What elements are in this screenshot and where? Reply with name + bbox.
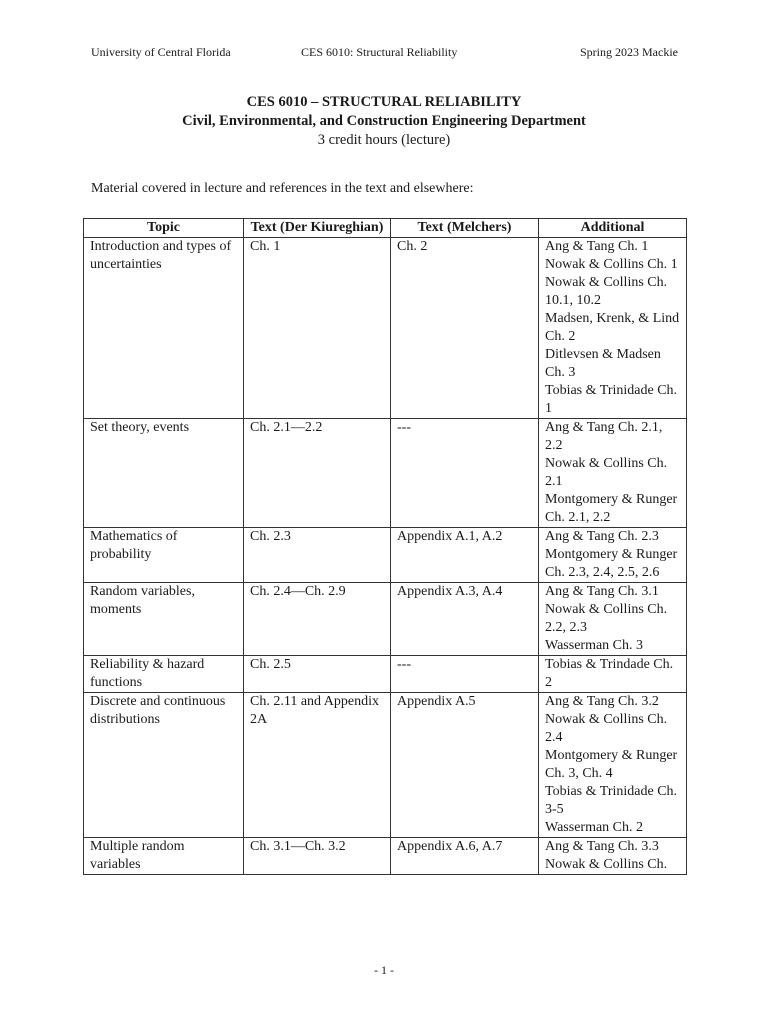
melchers-cell: --- — [391, 656, 539, 693]
header-course: CES 6010: Structural Reliability — [301, 45, 458, 59]
topic-cell: Set theory, events — [84, 419, 244, 528]
table-row — [84, 528, 687, 583]
topic-cell: Mathematics of probability — [84, 528, 244, 583]
additional-cell — [539, 656, 687, 693]
intro-text: Material covered in lecture and references in the text and elsewhere: — [91, 181, 474, 196]
der-kiureghian-cell: Ch. 2.4—Ch. 2.9 — [244, 583, 391, 656]
der-kiureghian-cell: Ch. 2.5 — [244, 656, 391, 693]
material-table — [83, 218, 687, 875]
additional-cell — [539, 238, 687, 419]
table-row — [84, 838, 687, 875]
additional-reference: Wasserman Ch. 3 — [545, 638, 644, 653]
melchers-cell: Appendix A.6, A.7 — [391, 838, 539, 875]
additional-cell — [539, 583, 687, 656]
additional-reference: Wasserman Ch. 2 — [545, 820, 644, 835]
table-row — [84, 419, 687, 528]
table-header-row — [84, 219, 687, 238]
melchers-cell: Appendix A.3, A.4 — [391, 583, 539, 656]
additional-cell — [539, 838, 687, 875]
additional-reference: Ditlevsen & Madsen Ch. 3 — [545, 347, 661, 380]
melchers-cell: Appendix A.1, A.2 — [391, 528, 539, 583]
der-kiureghian-cell: Ch. 1 — [244, 238, 391, 419]
department-title: Civil, Environmental, and Construction Engineering Department — [182, 113, 586, 129]
der-kiureghian-cell: Ch. 2.11 and Appendix 2A — [244, 693, 391, 838]
additional-reference: Nowak & Collins Ch. 1 — [545, 257, 678, 272]
additional-reference: Nowak & Collins Ch. 2.2, 2.3 — [545, 602, 668, 635]
table-row — [84, 656, 687, 693]
additional-reference: Ang & Tang Ch. 3.1 — [545, 584, 659, 599]
column-header-der-kiureghian: Text (Der Kiureghian) — [244, 219, 391, 238]
page-number: - 1 - — [374, 963, 394, 977]
table-row — [84, 583, 687, 656]
melchers-cell: Appendix A.5 — [391, 693, 539, 838]
additional-reference: Ang & Tang Ch. 3.3 — [545, 839, 659, 854]
column-header-additional: Additional — [539, 219, 687, 238]
table-row — [84, 693, 687, 838]
additional-reference: Ang & Tang Ch. 1 — [545, 239, 649, 254]
table-row — [84, 238, 687, 419]
additional-reference: Ang & Tang Ch. 2.3 — [545, 529, 659, 544]
additional-reference: Montgomery & Runger Ch. 3, Ch. 4 — [545, 748, 678, 781]
credit-hours: 3 credit hours (lecture) — [317, 132, 451, 148]
additional-reference: Ang & Tang Ch. 2.1, 2.2 — [545, 420, 663, 453]
page-header — [91, 45, 678, 63]
topic-cell: Random variables, moments — [84, 583, 244, 656]
header-term: Spring 2023 Mackie — [580, 45, 678, 59]
der-kiureghian-cell: Ch. 2.1—2.2 — [244, 419, 391, 528]
additional-reference: Montgomery & Runger Ch. 2.3, 2.4, 2.5, 2.6 — [545, 547, 678, 580]
column-header-topic: Topic — [84, 219, 244, 238]
melchers-cell: Ch. 2 — [391, 238, 539, 419]
additional-reference: Tobias & Trinidade Ch. 1 — [545, 383, 678, 416]
melchers-cell: --- — [391, 419, 539, 528]
topic-cell: Discrete and continuous distributions — [84, 693, 244, 838]
additional-reference: Nowak & Collins Ch. — [545, 857, 668, 872]
additional-cell — [539, 528, 687, 583]
additional-reference: Madsen, Krenk, & Lind Ch. 2 — [545, 311, 680, 344]
topic-cell: Introduction and types of uncertainties — [84, 238, 244, 419]
additional-cell — [539, 419, 687, 528]
topic-cell: Reliability & hazard functions — [84, 656, 244, 693]
additional-reference: Nowak & Collins Ch. 2.1 — [545, 456, 668, 489]
table-body — [84, 238, 687, 875]
der-kiureghian-cell: Ch. 2.3 — [244, 528, 391, 583]
column-header-melchers: Text (Melchers) — [391, 219, 539, 238]
additional-reference: Nowak & Collins Ch. 10.1, 10.2 — [545, 275, 668, 308]
additional-reference: Nowak & Collins Ch. 2.4 — [545, 712, 668, 745]
topic-cell: Multiple random variables — [84, 838, 244, 875]
der-kiureghian-cell: Ch. 3.1—Ch. 3.2 — [244, 838, 391, 875]
header-institution: University of Central Florida — [91, 45, 231, 59]
additional-cell — [539, 693, 687, 838]
document-title-block — [0, 93, 768, 150]
additional-reference: Ang & Tang Ch. 3.2 — [545, 694, 659, 709]
additional-reference: Tobias & Trindade Ch. 2 — [545, 657, 674, 690]
additional-reference: Montgomery & Runger Ch. 2.1, 2.2 — [545, 492, 678, 525]
course-title: CES 6010 – STRUCTURAL RELIABILITY — [246, 94, 522, 110]
additional-reference: Tobias & Trinidade Ch. 3-5 — [545, 784, 678, 817]
